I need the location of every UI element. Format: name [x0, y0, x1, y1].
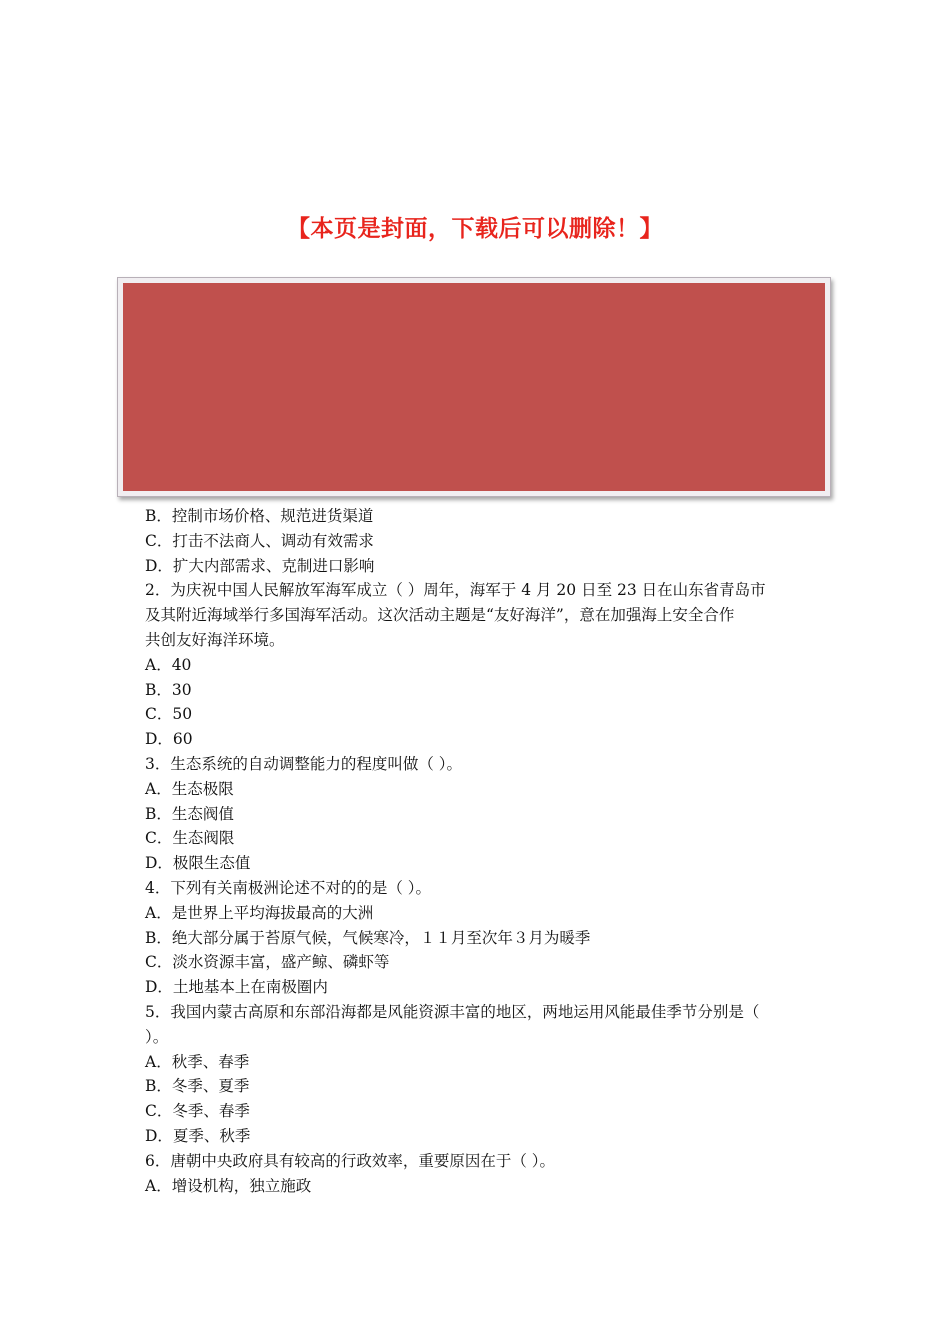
cover-red-block [123, 283, 825, 491]
option-line: D．土地基本上在南极圈内 [145, 978, 328, 997]
option-line: A．秋季、春季 [145, 1052, 250, 1071]
option-line: A．是世界上平均海拔最高的大洲 [145, 903, 374, 922]
option-line: C．打击不法商人、调动有效需求 [145, 531, 374, 550]
option-line: C．生态阀限 [145, 829, 235, 848]
question-line: ）。 [145, 1027, 169, 1046]
option-line: C．淡水资源丰富，盛产鲸、磷虾等 [145, 953, 390, 972]
option-line: B．30 [145, 680, 192, 699]
option-line: A．增设机构，独立施政 [145, 1176, 312, 1195]
option-line: C．冬季、春季 [145, 1102, 250, 1121]
question-line: 及其附近海域举行多国海军活动。这次活动主题是“友好海洋”，意在加强海上安全合作 [145, 606, 735, 625]
option-line: D．极限生态值 [145, 854, 251, 873]
question-line: 3．生态系统的自动调整能力的程度叫做（ ）。 [145, 754, 463, 773]
question-line: 5．我国内蒙古高原和东部沿海都是风能资源丰富的地区，两地运用风能最佳季节分别是（ [145, 1002, 760, 1021]
cover-title: 【本页是封面，下载后可以删除！】 [287, 216, 663, 242]
question-line: 2．为庆祝中国人民解放军海军成立（ ）周年，海军于 4 月 20 日至 23 日在山东省青岛市 [145, 581, 766, 600]
option-line: D．夏季、秋季 [145, 1126, 251, 1145]
option-line: D．扩大内部需求、克制进口影响 [145, 556, 375, 575]
option-line: B．绝大部分属于苔原气候，气候寒冷，１１月至次年３月为暖季 [145, 928, 591, 947]
option-line: B．冬季、夏季 [145, 1077, 250, 1096]
question-line: 4．下列有关南极洲论述不对的的是（ ）。 [145, 878, 432, 897]
option-line: B．控制市场价格、规范进货渠道 [145, 507, 374, 525]
option-line: D．60 [145, 730, 193, 749]
option-line: C．50 [145, 705, 193, 724]
cover-image-frame [117, 277, 831, 497]
question-text [145, 504, 810, 1198]
option-line: A．40 [145, 655, 192, 674]
question-line: 6．唐朝中央政府具有较高的行政效率，重要原因在于（ ）。 [145, 1151, 556, 1170]
option-line: B．生态阀值 [145, 804, 234, 823]
question-line: 共创友好海洋环境。 [145, 630, 285, 649]
option-line: A．生态极限 [145, 779, 234, 798]
